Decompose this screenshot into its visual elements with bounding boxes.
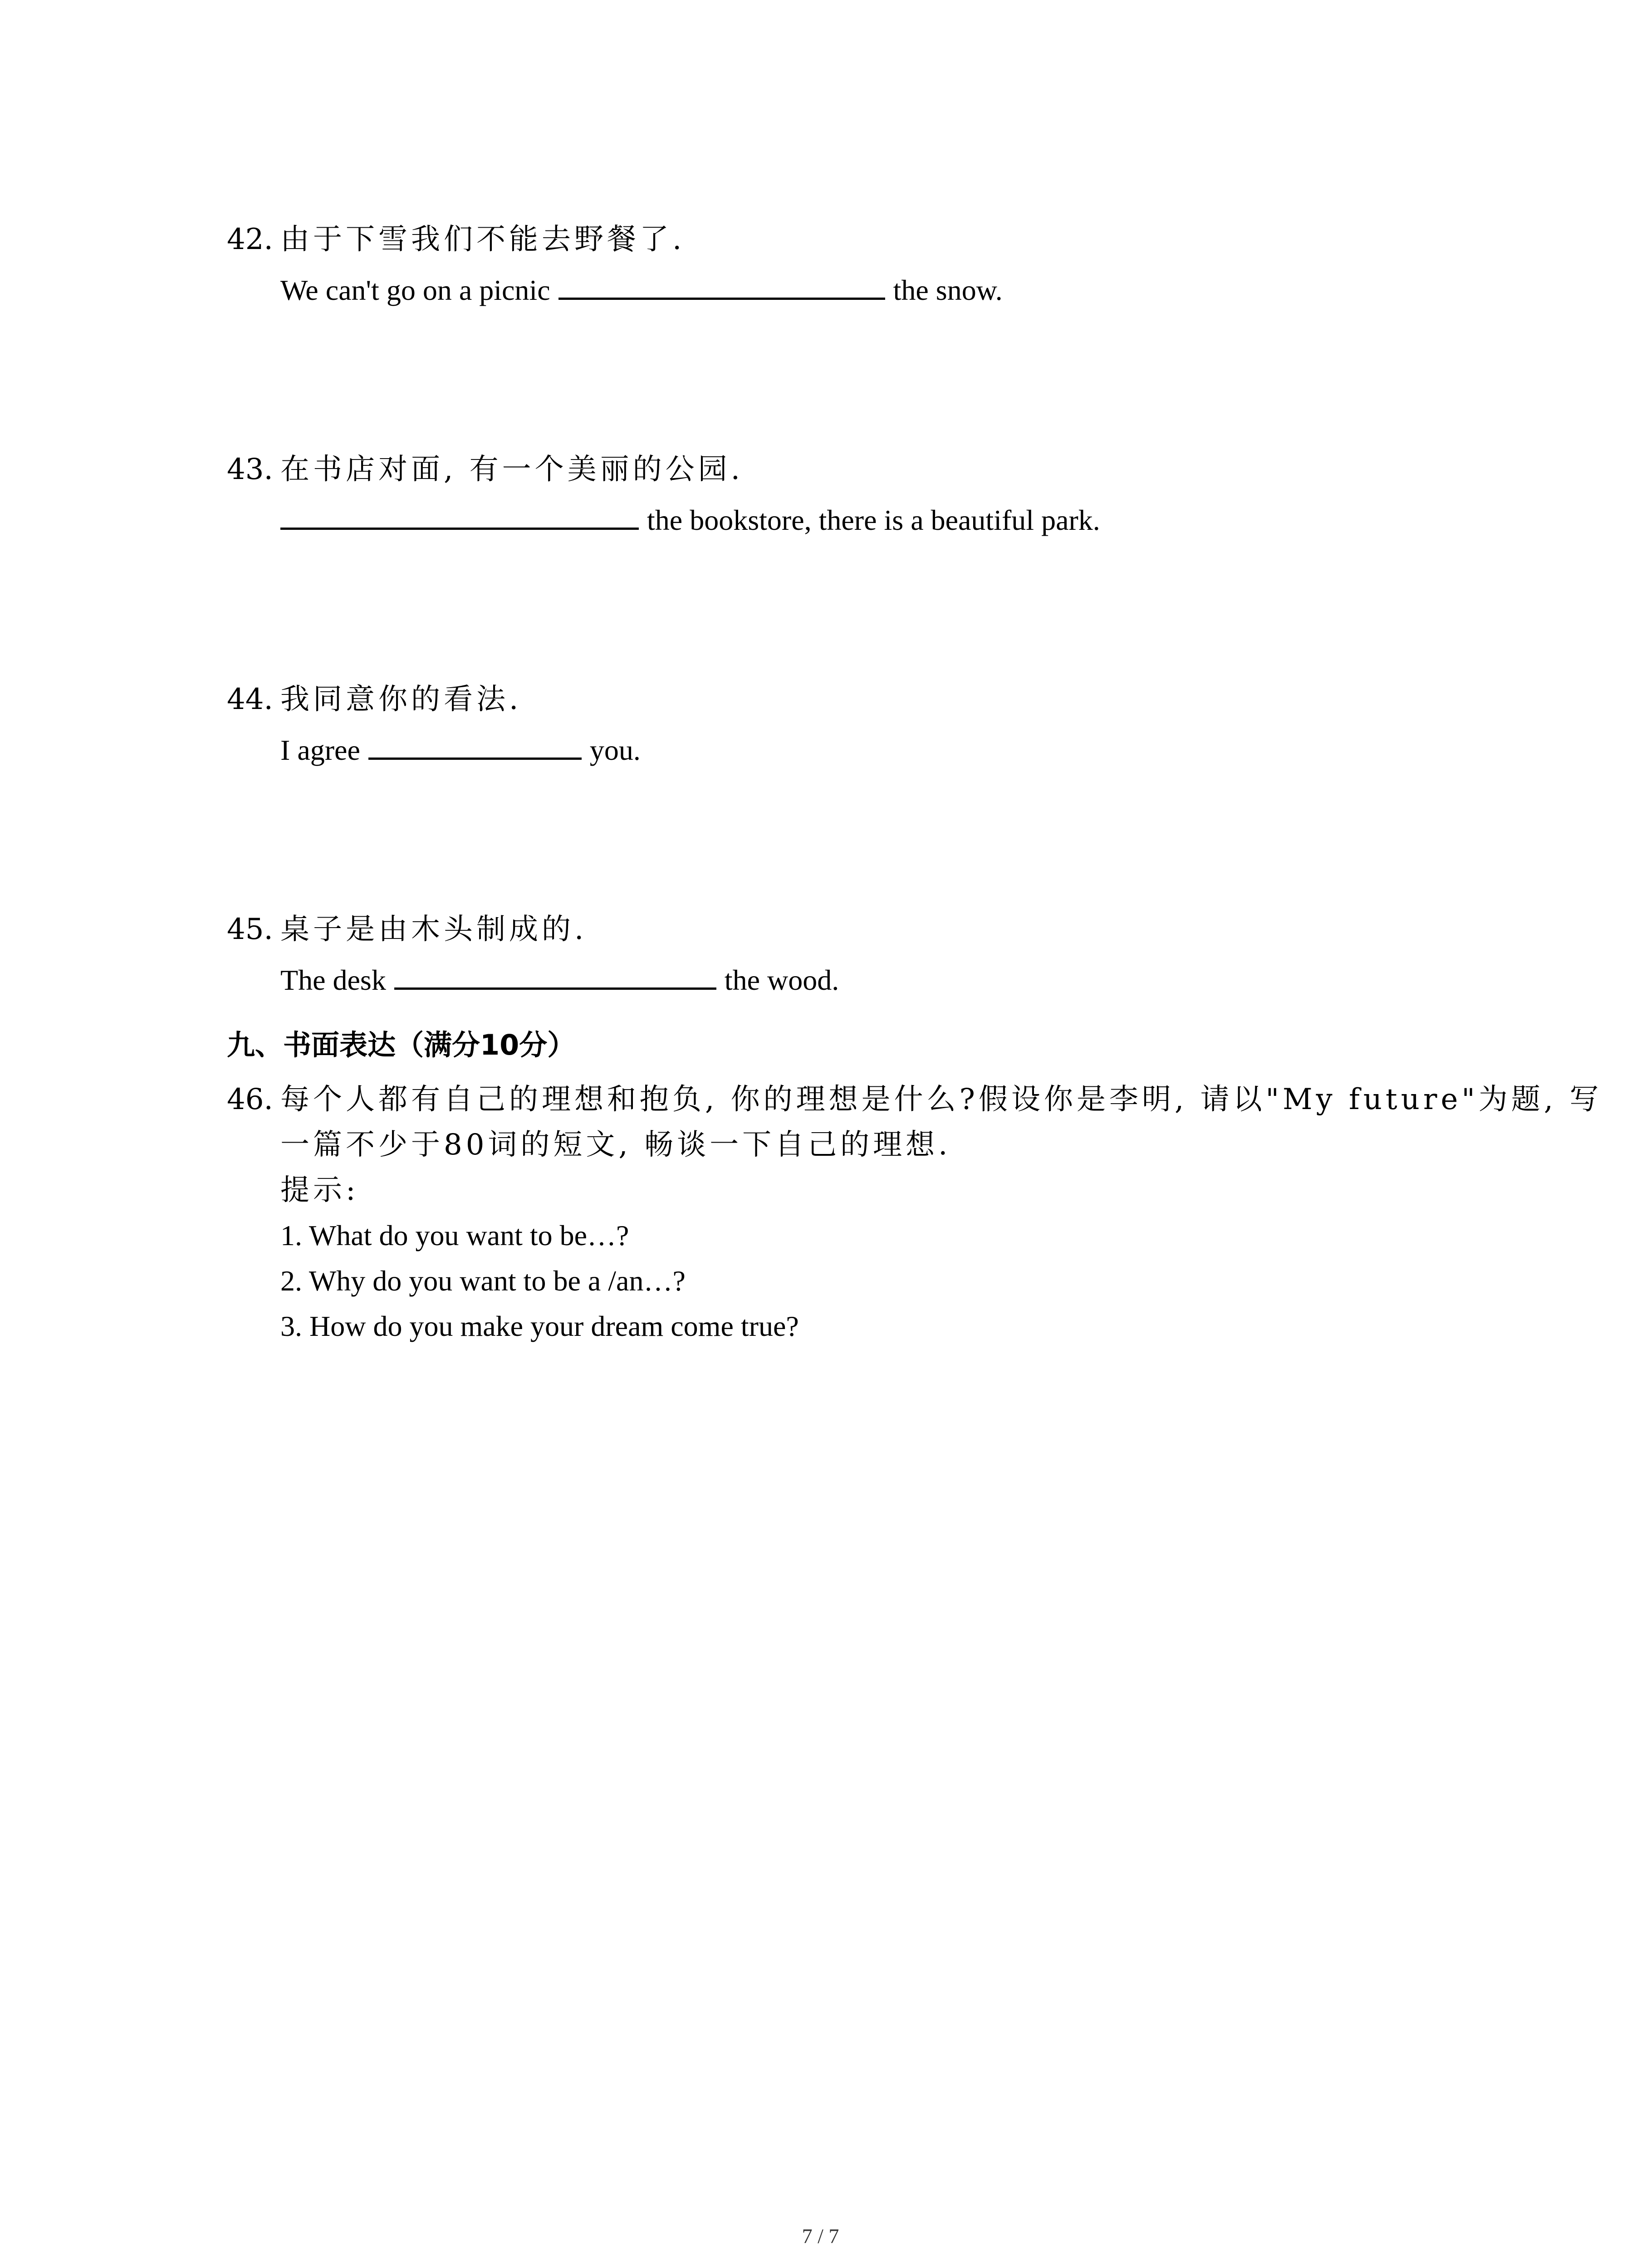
question-number: 46. xyxy=(227,1083,273,1116)
question-44-prompt xyxy=(227,677,522,722)
question-number: 43. xyxy=(227,453,273,486)
hint-item-3: 3. How do you make your dream come true? xyxy=(280,1310,799,1342)
question-chinese-text: 每个人都有自己的理想和抱负, 你的理想是什么?假设你是李明, 请以"My future"为题, 写 xyxy=(280,1083,1602,1116)
question-45-prompt xyxy=(227,907,587,952)
question-42-prompt xyxy=(227,217,685,262)
question-chinese-text: 桌子是由木头制成的. xyxy=(280,913,588,946)
hint-label: 提示: xyxy=(280,1173,359,1207)
question-46-prompt-line1 xyxy=(227,1077,1602,1122)
question-number: 44. xyxy=(227,683,273,716)
question-43-prompt xyxy=(227,447,744,492)
question-46-prompt-line2: 一篇不少于80词的短文, 畅谈一下自己的理想. xyxy=(280,1128,951,1162)
answer-blank[interactable] xyxy=(394,960,716,990)
answer-blank[interactable] xyxy=(280,500,639,530)
sentence-after-blank: the bookstore, there is a beautiful park. xyxy=(647,504,1100,536)
hint-item-2: 2. Why do you want to be a /an…? xyxy=(280,1265,686,1297)
section-nine-heading: 九、书面表达（满分10分） xyxy=(227,1028,576,1061)
question-45-sentence xyxy=(280,958,839,1003)
hint-item-1: 1. What do you want to be…? xyxy=(280,1219,629,1251)
question-number: 45. xyxy=(227,913,273,946)
page-number: 7 / 7 xyxy=(802,2224,839,2248)
sentence-after-blank: the snow. xyxy=(893,274,1003,306)
sentence-after-blank: the wood. xyxy=(724,964,839,996)
question-44-sentence xyxy=(280,728,641,773)
sentence-before-blank: I agree xyxy=(280,734,360,766)
answer-blank[interactable] xyxy=(368,730,582,760)
sentence-before-blank: The desk xyxy=(280,964,386,996)
question-chinese-text: 在书店对面, 有一个美丽的公园. xyxy=(280,453,744,486)
sentence-before-blank: We can't go on a picnic xyxy=(280,274,550,306)
sentence-after-blank: you. xyxy=(589,734,641,766)
question-number: 42. xyxy=(227,223,273,256)
question-chinese-text: 我同意你的看法. xyxy=(280,683,522,716)
question-42-sentence xyxy=(280,268,1003,313)
answer-blank[interactable] xyxy=(558,270,885,300)
question-43-sentence xyxy=(280,498,1100,543)
question-chinese-text: 由于下雪我们不能去野餐了. xyxy=(280,223,686,256)
